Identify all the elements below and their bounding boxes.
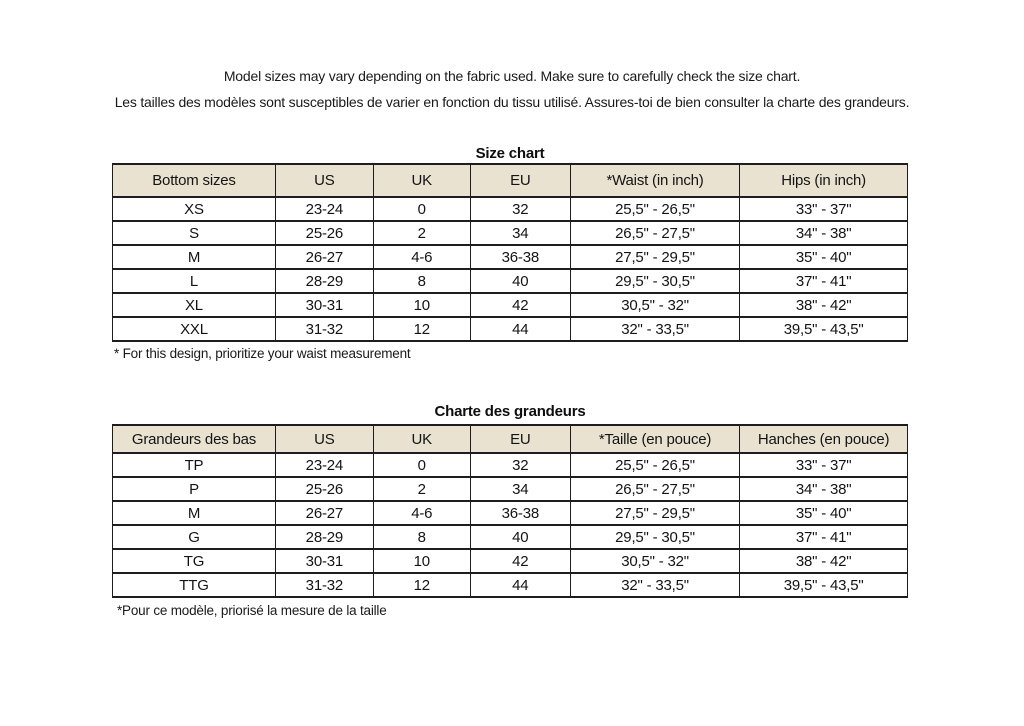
table-cell: 31-32 bbox=[275, 317, 373, 341]
table-row bbox=[113, 477, 908, 501]
table-row bbox=[113, 453, 908, 477]
table-row bbox=[113, 245, 908, 269]
table-cell: 32 bbox=[470, 197, 570, 221]
table-cell: 10 bbox=[373, 549, 470, 573]
table-cell: 36-38 bbox=[470, 245, 570, 269]
header-row bbox=[113, 164, 908, 197]
table-cell: 44 bbox=[470, 573, 570, 597]
table-row bbox=[113, 221, 908, 245]
table-cell: 25-26 bbox=[275, 221, 373, 245]
column-header: US bbox=[275, 425, 373, 453]
size-chart-en-footnote: * For this design, prioritize your waist measurement bbox=[114, 346, 411, 361]
column-header: UK bbox=[373, 164, 470, 197]
table-cell: 25,5" - 26,5" bbox=[570, 453, 739, 477]
table-cell: 26-27 bbox=[275, 245, 373, 269]
table-cell: 40 bbox=[470, 269, 570, 293]
table-cell: 35" - 40" bbox=[740, 245, 908, 269]
size-chart-en-title: Size chart bbox=[475, 145, 545, 162]
table-cell: 44 bbox=[470, 317, 570, 341]
column-header: UK bbox=[373, 425, 470, 453]
table-cell: P bbox=[113, 477, 276, 501]
column-header: US bbox=[275, 164, 373, 197]
table-cell: 25-26 bbox=[275, 477, 373, 501]
table-cell: 8 bbox=[373, 269, 470, 293]
table-cell: M bbox=[113, 245, 276, 269]
intro-text-en: Model sizes may vary depending on the fabric used. Make sure to carefully check the size chart. bbox=[223, 68, 801, 84]
table-cell: 26,5" - 27,5" bbox=[570, 221, 739, 245]
table-cell: 38" - 42" bbox=[740, 293, 908, 317]
table-cell: 34" - 38" bbox=[740, 221, 908, 245]
table-cell: 42 bbox=[470, 549, 570, 573]
column-header: *Waist (in inch) bbox=[570, 164, 739, 197]
table-cell: 12 bbox=[373, 317, 470, 341]
table-cell: 23-24 bbox=[275, 453, 373, 477]
table-cell: 8 bbox=[373, 525, 470, 549]
column-header: Grandeurs des bas bbox=[113, 425, 276, 453]
header-row bbox=[113, 425, 908, 453]
table-cell: 40 bbox=[470, 525, 570, 549]
table-cell: 28-29 bbox=[275, 269, 373, 293]
table-row bbox=[113, 293, 908, 317]
table-row bbox=[113, 501, 908, 525]
table-row bbox=[113, 317, 908, 341]
table-cell: 37" - 41" bbox=[740, 525, 908, 549]
table-cell: S bbox=[113, 221, 276, 245]
table-cell: 28-29 bbox=[275, 525, 373, 549]
table-cell: 39,5" - 43,5" bbox=[740, 573, 908, 597]
column-header: Hips (in inch) bbox=[740, 164, 908, 197]
table-cell: 32 bbox=[470, 453, 570, 477]
table-cell: XL bbox=[113, 293, 276, 317]
table-cell: 42 bbox=[470, 293, 570, 317]
table-cell: 35" - 40" bbox=[740, 501, 908, 525]
table-cell: 33" - 37" bbox=[740, 197, 908, 221]
table-cell: 27,5" - 29,5" bbox=[570, 501, 739, 525]
table-cell: 2 bbox=[373, 477, 470, 501]
table-cell: 29,5" - 30,5" bbox=[570, 525, 739, 549]
table-cell: 12 bbox=[373, 573, 470, 597]
table-cell: 26-27 bbox=[275, 501, 373, 525]
table-cell: 36-38 bbox=[470, 501, 570, 525]
table-cell: 27,5" - 29,5" bbox=[570, 245, 739, 269]
size-chart-fr-footnote: *Pour ce modèle, priorisé la mesure de la taille bbox=[117, 603, 387, 618]
table-cell: 30,5" - 32" bbox=[570, 549, 739, 573]
table-cell: 4-6 bbox=[373, 245, 470, 269]
table-row bbox=[113, 525, 908, 549]
table-cell: 25,5" - 26,5" bbox=[570, 197, 739, 221]
table-cell: XXL bbox=[113, 317, 276, 341]
table-row bbox=[113, 573, 908, 597]
table-cell: 30-31 bbox=[275, 549, 373, 573]
table-cell: 29,5" - 30,5" bbox=[570, 269, 739, 293]
table-cell: TTG bbox=[113, 573, 276, 597]
table-cell: L bbox=[113, 269, 276, 293]
table-cell: TG bbox=[113, 549, 276, 573]
table-cell: 34" - 38" bbox=[740, 477, 908, 501]
table-cell: 32" - 33,5" bbox=[570, 573, 739, 597]
table-cell: 30-31 bbox=[275, 293, 373, 317]
table-cell: 0 bbox=[373, 197, 470, 221]
table-cell: 2 bbox=[373, 221, 470, 245]
table-cell: 0 bbox=[373, 453, 470, 477]
table-row bbox=[113, 269, 908, 293]
table-cell: 37" - 41" bbox=[740, 269, 908, 293]
table-cell: 23-24 bbox=[275, 197, 373, 221]
size-chart-fr-title: Charte des grandeurs bbox=[434, 403, 586, 420]
table-cell: XS bbox=[113, 197, 276, 221]
table-cell: 30,5" - 32" bbox=[570, 293, 739, 317]
size-chart-table-en bbox=[112, 163, 908, 342]
column-header: EU bbox=[470, 425, 570, 453]
table-cell: 39,5" - 43,5" bbox=[740, 317, 908, 341]
column-header: EU bbox=[470, 164, 570, 197]
column-header: Hanches (en pouce) bbox=[740, 425, 908, 453]
size-chart-table-fr bbox=[112, 424, 908, 598]
table-cell: 10 bbox=[373, 293, 470, 317]
table-cell: 34 bbox=[470, 221, 570, 245]
table-cell: 32" - 33,5" bbox=[570, 317, 739, 341]
intro-text-fr: Les tailles des modèles sont susceptibles de varier en fonction du tissu utilisé. Assures-toi de bien consulter la charte des grandeurs. bbox=[114, 94, 910, 110]
table-cell: 4-6 bbox=[373, 501, 470, 525]
table-cell: 26,5" - 27,5" bbox=[570, 477, 739, 501]
table-row bbox=[113, 549, 908, 573]
table-cell: TP bbox=[113, 453, 276, 477]
table-cell: 33" - 37" bbox=[740, 453, 908, 477]
column-header: *Taille (en pouce) bbox=[570, 425, 739, 453]
table-cell: M bbox=[113, 501, 276, 525]
table-row bbox=[113, 197, 908, 221]
column-header: Bottom sizes bbox=[113, 164, 276, 197]
table-cell: 38" - 42" bbox=[740, 549, 908, 573]
table-cell: 31-32 bbox=[275, 573, 373, 597]
table-cell: G bbox=[113, 525, 276, 549]
table-cell: 34 bbox=[470, 477, 570, 501]
